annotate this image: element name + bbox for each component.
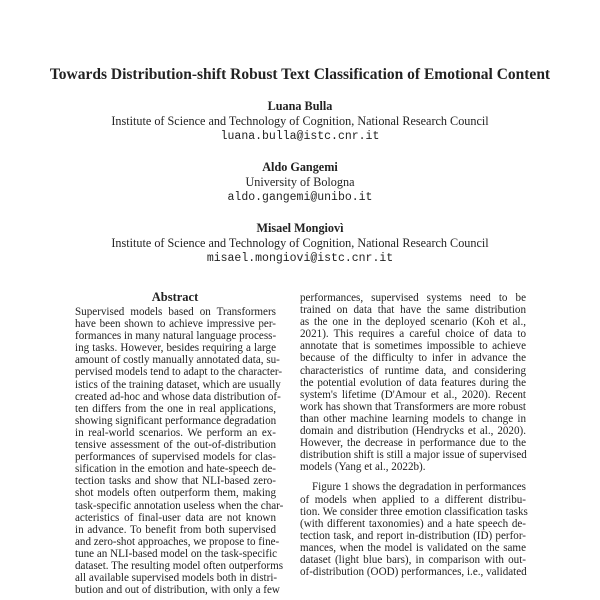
text-line: all available supervised models both in distri-	[75, 572, 278, 585]
text-line: showing significant performance degradation	[75, 414, 277, 427]
paper-title: Towards Distribution-shift Robust Text Classification of Emotional Content	[49, 66, 551, 83]
text-line: 2021). This requires a careful choice of data to	[300, 328, 526, 341]
text-line: istics of the training dataset, which are usually	[75, 378, 281, 391]
author-name: Aldo Gangemi	[262, 160, 338, 174]
abstract-body	[75, 306, 284, 597]
text-line: amount of costly manually annotated data, su-	[75, 354, 280, 367]
text-line: performances, supervised systems need to be	[300, 292, 526, 304]
text-line: characteristics of runtime data, and considering	[300, 364, 526, 377]
author-block	[0, 221, 600, 266]
text-line: acteristics of final-user data are not known	[75, 511, 276, 524]
text-line: domain and distribution (Hendrycks et al., 2020).	[300, 425, 526, 438]
text-line: However, the decrease in performance due to the	[300, 437, 526, 450]
intro-column	[300, 292, 526, 578]
author-affiliation: Institute of Science and Technology of Cognition, National Research Council	[111, 236, 489, 250]
text-line: tection tasks and show that NLI-based zero-	[75, 475, 276, 488]
text-line: have been shown to achieve impressive per-	[75, 318, 276, 331]
text-line: dataset. The resulting model often outperforms	[75, 559, 284, 572]
text-line: task-specific annotation useless when the char-	[75, 499, 284, 512]
text-line: mances, when the model is validated on the same	[300, 541, 526, 554]
text-line: models (Yang et al., 2022b).	[300, 461, 426, 474]
text-line: distribution shift is still a major issue of supervised	[300, 449, 527, 462]
text-line: annotate that is sometimes impossible to achieve	[300, 340, 526, 353]
text-line: because of the difficulty to infer in advance the	[300, 352, 526, 365]
text-line: tensive assessment of the out-of-distribution	[75, 439, 276, 452]
abstract-heading: Abstract	[151, 290, 199, 304]
text-line: bution and out of distribution, with only a few	[75, 584, 280, 597]
author-affiliation: University of Bologna	[245, 175, 355, 189]
author-name: Misael Mongiovì	[256, 221, 344, 235]
text-line: Supervised models based on Transformers	[75, 306, 276, 318]
author-block	[0, 99, 600, 144]
author-email[interactable]: misael.mongiovi@istc.cnr.it	[206, 252, 394, 265]
text-line: in advance. To benefit from both supervised	[75, 523, 276, 536]
author-affiliation: Institute of Science and Technology of Cognition, National Research Council	[111, 114, 489, 128]
text-line: (with different taxonomies) and a hate speech de-	[300, 517, 526, 530]
text-line: tection task, and report in-distribution (ID) perfor-	[300, 529, 526, 542]
text-line: system's lifetime (D'Amour et al., 2020). Recent	[300, 388, 526, 401]
text-line: tune an NLI-based model on the task-specific	[75, 547, 278, 560]
author-block	[0, 160, 600, 205]
text-line: Figure 1 shows the degradation in performances	[312, 481, 526, 494]
author-name: Luana Bulla	[267, 99, 333, 113]
text-line: tion. We consider three emotion classification tasks	[300, 505, 528, 518]
text-line: trained on data that have the same distribution	[300, 304, 526, 317]
paragraph-gap	[300, 473, 526, 481]
text-line: ing tasks. However, besides requiring a large	[75, 342, 276, 355]
text-line: sification in the emotion and hate-speech de-	[75, 463, 276, 476]
author-email[interactable]: aldo.gangemi@unibo.it	[227, 191, 373, 204]
text-line: and zero-shot approaches, we propose to fine-	[75, 535, 280, 548]
author-email[interactable]: luana.bulla@istc.cnr.it	[220, 130, 380, 143]
text-line: in real-world scenarios. We perform an ex-	[75, 426, 276, 439]
text-line: formances in many natural language process-	[75, 330, 277, 343]
text-line: ten differs from the one in real applications,	[75, 402, 276, 415]
text-line: dataset (light blue bars), in comparison with out-	[300, 553, 526, 566]
text-line: shot models often outperform them, making	[75, 487, 276, 500]
text-line: than other machine learning models to change in	[300, 412, 526, 425]
text-line: created ad-hoc and whose data distribution of-	[75, 390, 281, 403]
text-line: of-distribution (OOD) performances, i.e., validated	[300, 566, 527, 579]
text-line: performances of supervised models for clas-	[75, 451, 276, 464]
text-line: as the one in the deployed scenario (Koh et al.,	[300, 316, 526, 329]
text-line: pervised models tend to adapt to the character-	[75, 366, 283, 379]
text-line: work has shown that Transformers are more robust	[300, 400, 526, 413]
text-line: of models when applied to a different distribu-	[300, 493, 526, 506]
text-line: the potential evolution of data features during the	[300, 376, 526, 389]
